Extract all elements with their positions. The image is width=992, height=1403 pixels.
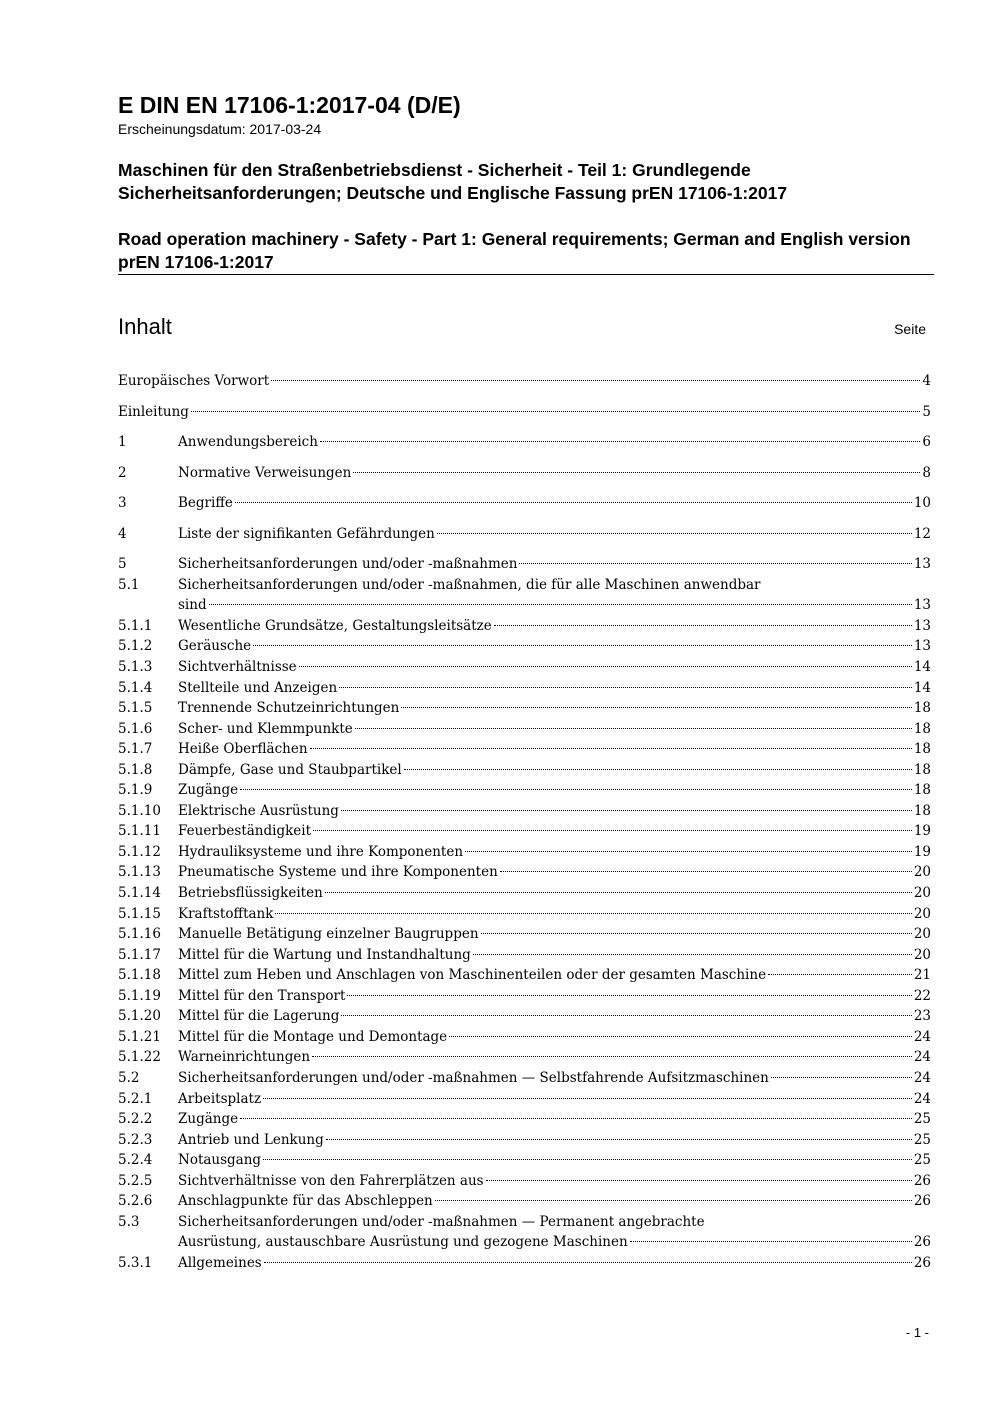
toc-leader-dots (240, 1118, 912, 1119)
page-number: - 1 - (905, 1325, 929, 1340)
header-divider (118, 274, 934, 275)
toc-entry-title: Normative Verweisungen (178, 464, 352, 481)
toc-entry-number: 5.1.21 (118, 1028, 161, 1045)
toc-entry[interactable] (118, 432, 931, 453)
toc-entry[interactable] (118, 371, 931, 392)
toc-entry-page: 13 (913, 597, 931, 614)
toc-entry[interactable] (118, 862, 931, 883)
toc-entry[interactable] (118, 575, 931, 616)
toc-entry-number: 2 (118, 464, 127, 481)
toc-entry-number: 5.3 (118, 1213, 140, 1230)
title-german: Maschinen für den Straßenbetriebsdienst - Sicherheit - Teil 1: Grundlegende Sicherheitsanforderungen; Deutsche und Englische Fassung prEN 17106-1:2017 (118, 160, 788, 203)
toc-entry-number: 5.2.2 (118, 1111, 153, 1128)
toc-leader-dots (313, 830, 912, 831)
toc-leader-dots (341, 1015, 911, 1016)
toc-entry[interactable] (118, 402, 931, 423)
toc-entry-page: 21 (913, 967, 931, 984)
toc-entry[interactable] (118, 821, 931, 842)
toc-entry[interactable] (118, 636, 931, 657)
toc-entry-number: 5.1.16 (118, 926, 161, 943)
toc-entry-page: 24 (913, 1028, 931, 1045)
toc-entry-number: 4 (118, 525, 127, 542)
toc-leader-dots (339, 687, 912, 688)
toc-entry[interactable] (118, 698, 931, 719)
toc-entry-page: 20 (913, 905, 931, 922)
toc-entry-title: Sicherheitsanforderungen und/oder -maßnahmen — Permanent angebrachte (178, 1213, 705, 1230)
toc-leader-dots (310, 748, 912, 749)
toc-leader-dots (264, 1262, 912, 1263)
toc-entry-number: 5.1.15 (118, 905, 161, 922)
toc-entry-page: 14 (913, 679, 931, 696)
toc-entry[interactable] (118, 842, 931, 863)
toc-entry-number: 5.1.17 (118, 946, 161, 963)
toc-entry-page: 4 (922, 373, 931, 389)
toc-entry-title: Manuelle Betätigung einzelner Baugruppen (178, 926, 479, 943)
toc-entry-page: 20 (913, 926, 931, 943)
toc-entry-title: Pneumatische Systeme und ihre Komponenten (178, 864, 498, 881)
toc-entry-number: 5.1.6 (118, 720, 153, 737)
toc-entry-page: 6 (922, 434, 931, 451)
toc-entry[interactable] (118, 1089, 931, 1110)
toc-entry-page: 13 (913, 638, 931, 655)
toc-leader-dots (253, 645, 912, 646)
toc-entry-title: Arbeitsplatz (178, 1090, 262, 1107)
toc-entry[interactable] (118, 1130, 931, 1151)
toc-entry[interactable] (118, 1068, 931, 1089)
toc-entry-number: 5.1 (118, 576, 140, 593)
toc-entry-title: Sicherheitsanforderungen und/oder -maßnahmen — Selbstfahrende Aufsitzmaschinen (178, 1069, 769, 1086)
toc-leader-dots (347, 995, 911, 996)
toc-entry-page: 5 (922, 403, 931, 420)
toc-entry-title: Betriebsflüssigkeiten (178, 885, 323, 902)
toc-entry-title: Mittel für die Wartung und Instandhaltung (178, 946, 471, 963)
toc-entry-number: 1 (118, 434, 127, 451)
toc-entry[interactable] (118, 1006, 931, 1027)
toc-entry-page: 18 (913, 720, 931, 737)
toc-entry-number: 5.1.13 (118, 864, 161, 881)
toc-entry-page: 26 (913, 1254, 931, 1271)
toc-entry-number: 5.2.4 (118, 1152, 153, 1169)
toc-entry-number: 5.1.14 (118, 885, 161, 902)
toc-leader-dots (325, 892, 912, 893)
toc-entry[interactable] (118, 945, 931, 966)
toc-entry-number: 5.2.5 (118, 1172, 153, 1189)
toc-leader-dots (341, 810, 912, 811)
toc-entry-title: Sichtverhältnisse von den Fahrerplätzen aus (178, 1172, 484, 1189)
toc-entry[interactable] (118, 1027, 931, 1048)
toc-entry-page: 8 (922, 464, 931, 481)
toc-entry[interactable] (118, 739, 931, 760)
toc-entry-title: Kraftstofftank (178, 905, 274, 922)
toc-entry-number: 5.1.19 (118, 987, 161, 1004)
toc-entry[interactable] (118, 493, 931, 514)
toc-entry-title: Elektrische Ausrüstung (178, 802, 339, 819)
toc-entry-number: 5.1.7 (118, 741, 153, 758)
toc-leader-dots (271, 380, 920, 381)
toc-entry-page: 26 (913, 1172, 931, 1189)
toc-page-label: Seite (894, 321, 926, 337)
toc-entry[interactable] (118, 965, 931, 986)
toc-leader-dots (235, 502, 912, 503)
toc-entry-title: Mittel für den Transport (178, 987, 346, 1004)
toc-entry-page: 18 (913, 802, 931, 819)
table-of-contents (118, 371, 931, 1273)
toc-entry[interactable] (118, 924, 931, 945)
toc-entry-number: 5.2 (118, 1069, 140, 1086)
publication-date: Erscheinungsdatum: 2017-03-24 (118, 121, 322, 137)
toc-entry[interactable] (118, 463, 931, 484)
toc-entry[interactable] (118, 1171, 931, 1192)
toc-leader-dots (768, 974, 912, 975)
toc-entry-page: 24 (913, 1049, 931, 1066)
toc-entry-page: 13 (913, 617, 931, 634)
toc-entry-page: 18 (913, 700, 931, 717)
toc-leader-dots (312, 1056, 912, 1057)
toc-entry-title: Sichtverhältnisse (178, 659, 297, 676)
toc-leader-dots (519, 563, 911, 564)
toc-leader-dots (353, 472, 920, 473)
toc-entry-title: Liste der signifikanten Gefährdungen (178, 525, 435, 542)
toc-entry[interactable] (118, 1109, 931, 1130)
toc-entry-title: Trennende Schutzeinrichtungen (178, 700, 400, 717)
toc-entry-page: 23 (913, 1008, 931, 1025)
toc-entry-title: Warneinrichtungen (178, 1049, 311, 1066)
toc-entry-page: 18 (913, 761, 931, 778)
toc-entry-page: 24 (913, 1069, 931, 1086)
toc-leader-dots (481, 933, 912, 934)
toc-entry-title: Geräusche (178, 638, 252, 655)
toc-entry[interactable] (118, 616, 931, 637)
toc-entry[interactable] (118, 1212, 931, 1253)
toc-entry-page: 24 (913, 1090, 931, 1107)
toc-entry[interactable] (118, 657, 931, 678)
toc-entry-number: 5.1.20 (118, 1008, 161, 1025)
toc-entry-page: 20 (913, 885, 931, 902)
toc-entry-title: Stellteile und Anzeigen (178, 679, 338, 696)
toc-entry-title: Sicherheitsanforderungen und/oder -maßnahmen (178, 556, 518, 573)
toc-leader-dots (449, 1036, 912, 1037)
toc-entry-title: Anschlagpunkte für das Abschleppen (178, 1193, 433, 1210)
toc-entry-page: 25 (913, 1152, 931, 1169)
toc-entry-number: 5.1.3 (118, 659, 153, 676)
toc-leader-dots (494, 625, 912, 626)
toc-entry[interactable] (118, 1150, 931, 1171)
toc-entry-title: Dämpfe, Gase und Staubpartikel (178, 761, 402, 778)
toc-entry-title: Zugänge (178, 782, 239, 799)
toc-heading: Inhalt (118, 314, 172, 339)
toc-entry-page: 18 (913, 741, 931, 758)
title-english: Road operation machinery - Safety - Part 1: General requirements; German and English version prEN 17106-1:2017 (118, 229, 911, 272)
toc-entry-number: 5.1.12 (118, 843, 161, 860)
toc-entry-title: Scher- und Klemmpunkte (178, 720, 353, 737)
toc-leader-dots (299, 666, 912, 667)
toc-entry-title: Wesentliche Grundsätze, Gestaltungsleitsätze (178, 617, 492, 634)
toc-entry-title-continued: sind (178, 597, 207, 614)
toc-entry-number: 5.1.11 (118, 823, 161, 840)
toc-leader-dots (275, 913, 911, 914)
toc-entry-number: 5 (118, 556, 127, 573)
toc-leader-dots (326, 1139, 912, 1140)
toc-entry-number: 3 (118, 495, 127, 512)
toc-entry-page: 13 (913, 556, 931, 573)
toc-entry-title: Begriffe (178, 495, 233, 512)
toc-entry-title: Anwendungsbereich (178, 434, 318, 451)
toc-entry-title: Mittel für die Montage und Demontage (178, 1028, 448, 1045)
toc-entry-title: Mittel zum Heben und Anschlagen von Maschinenteilen oder der gesamten Maschine (178, 967, 767, 984)
toc-leader-dots (437, 533, 912, 534)
toc-entry[interactable] (118, 719, 931, 740)
toc-entry-number: 5.1.18 (118, 967, 161, 984)
toc-leader-dots (263, 1159, 912, 1160)
toc-entry-number: 5.2.6 (118, 1193, 153, 1210)
toc-leader-dots (240, 789, 912, 790)
toc-entry[interactable] (118, 986, 931, 1007)
toc-leader-dots (320, 441, 920, 442)
toc-leader-dots (465, 851, 912, 852)
toc-leader-dots (473, 954, 912, 955)
toc-entry-title: Feuerbeständigkeit (178, 823, 311, 840)
toc-entry[interactable] (118, 1253, 931, 1274)
toc-entry[interactable] (118, 1191, 931, 1212)
toc-entry-page: 26 (913, 1193, 931, 1210)
document-id: E DIN EN 17106-1:2017-04 (D/E) (118, 92, 461, 118)
toc-entry[interactable] (118, 801, 931, 822)
toc-entry-page: 20 (913, 946, 931, 963)
toc-entry-number: 5.1.9 (118, 782, 153, 799)
toc-entry[interactable] (118, 678, 931, 699)
toc-entry-page: 19 (913, 823, 931, 840)
toc-leader-dots (209, 604, 912, 605)
toc-entry[interactable] (118, 554, 931, 575)
toc-leader-dots (191, 411, 920, 412)
toc-entry-number: 5.3.1 (118, 1254, 153, 1271)
toc-entry-title: Mittel für die Lagerung (178, 1008, 340, 1025)
toc-entry-title: Hydrauliksysteme und ihre Komponenten (178, 843, 464, 860)
toc-entry[interactable] (118, 760, 931, 781)
toc-entry-page: 25 (913, 1131, 931, 1148)
toc-entry[interactable] (118, 524, 931, 545)
toc-leader-dots (263, 1098, 912, 1099)
toc-leader-dots (435, 1200, 912, 1201)
toc-entry-number: 5.1.2 (118, 638, 153, 655)
toc-entry-title: Notausgang (178, 1152, 262, 1169)
toc-entry-title-continued: Ausrüstung, austauschbare Ausrüstung und gezogene Maschinen (178, 1234, 628, 1251)
toc-entry-number: 5.1.22 (118, 1049, 161, 1066)
toc-entry-number: 5.1.4 (118, 679, 153, 696)
toc-leader-dots (404, 769, 912, 770)
toc-entry-title: Antrieb und Lenkung (178, 1131, 324, 1148)
toc-entry-page: 22 (913, 987, 931, 1004)
toc-entry-page: 14 (913, 659, 931, 676)
toc-leader-dots (401, 707, 911, 708)
toc-entry[interactable] (118, 904, 931, 925)
toc-entry-page: 10 (913, 495, 931, 512)
toc-entry-page: 12 (913, 525, 931, 542)
toc-entry-number: 5.2.3 (118, 1131, 153, 1148)
toc-entry-page: 18 (913, 782, 931, 799)
toc-entry-number: 5.1.8 (118, 761, 153, 778)
toc-entry-title: Sicherheitsanforderungen und/oder -maßnahmen, die für alle Maschinen anwendbar (178, 576, 761, 593)
toc-entry-page: 25 (913, 1111, 931, 1128)
toc-entry-title: Einleitung (118, 403, 189, 420)
toc-entry-title: Zugänge (178, 1111, 239, 1128)
toc-entry[interactable] (118, 780, 931, 801)
toc-entry-title: Allgemeines (178, 1254, 262, 1271)
toc-entry-page: 19 (913, 843, 931, 860)
toc-entry-page: 20 (913, 864, 931, 881)
toc-entry-number: 5.1.5 (118, 700, 153, 717)
toc-leader-dots (355, 728, 912, 729)
toc-leader-dots (500, 871, 912, 872)
toc-entry-page: 26 (913, 1234, 931, 1251)
toc-entry-title: Europäisches Vorwort (118, 373, 270, 389)
toc-leader-dots (771, 1077, 912, 1078)
toc-entry-title: Heiße Oberflächen (178, 741, 308, 758)
toc-leader-dots (630, 1241, 912, 1242)
toc-entry-number: 5.1.1 (118, 617, 153, 634)
toc-entry-number: 5.1.10 (118, 802, 161, 819)
toc-leader-dots (486, 1180, 912, 1181)
toc-entry-number: 5.2.1 (118, 1090, 153, 1107)
toc-entry[interactable] (118, 883, 931, 904)
toc-entry[interactable] (118, 1047, 931, 1068)
